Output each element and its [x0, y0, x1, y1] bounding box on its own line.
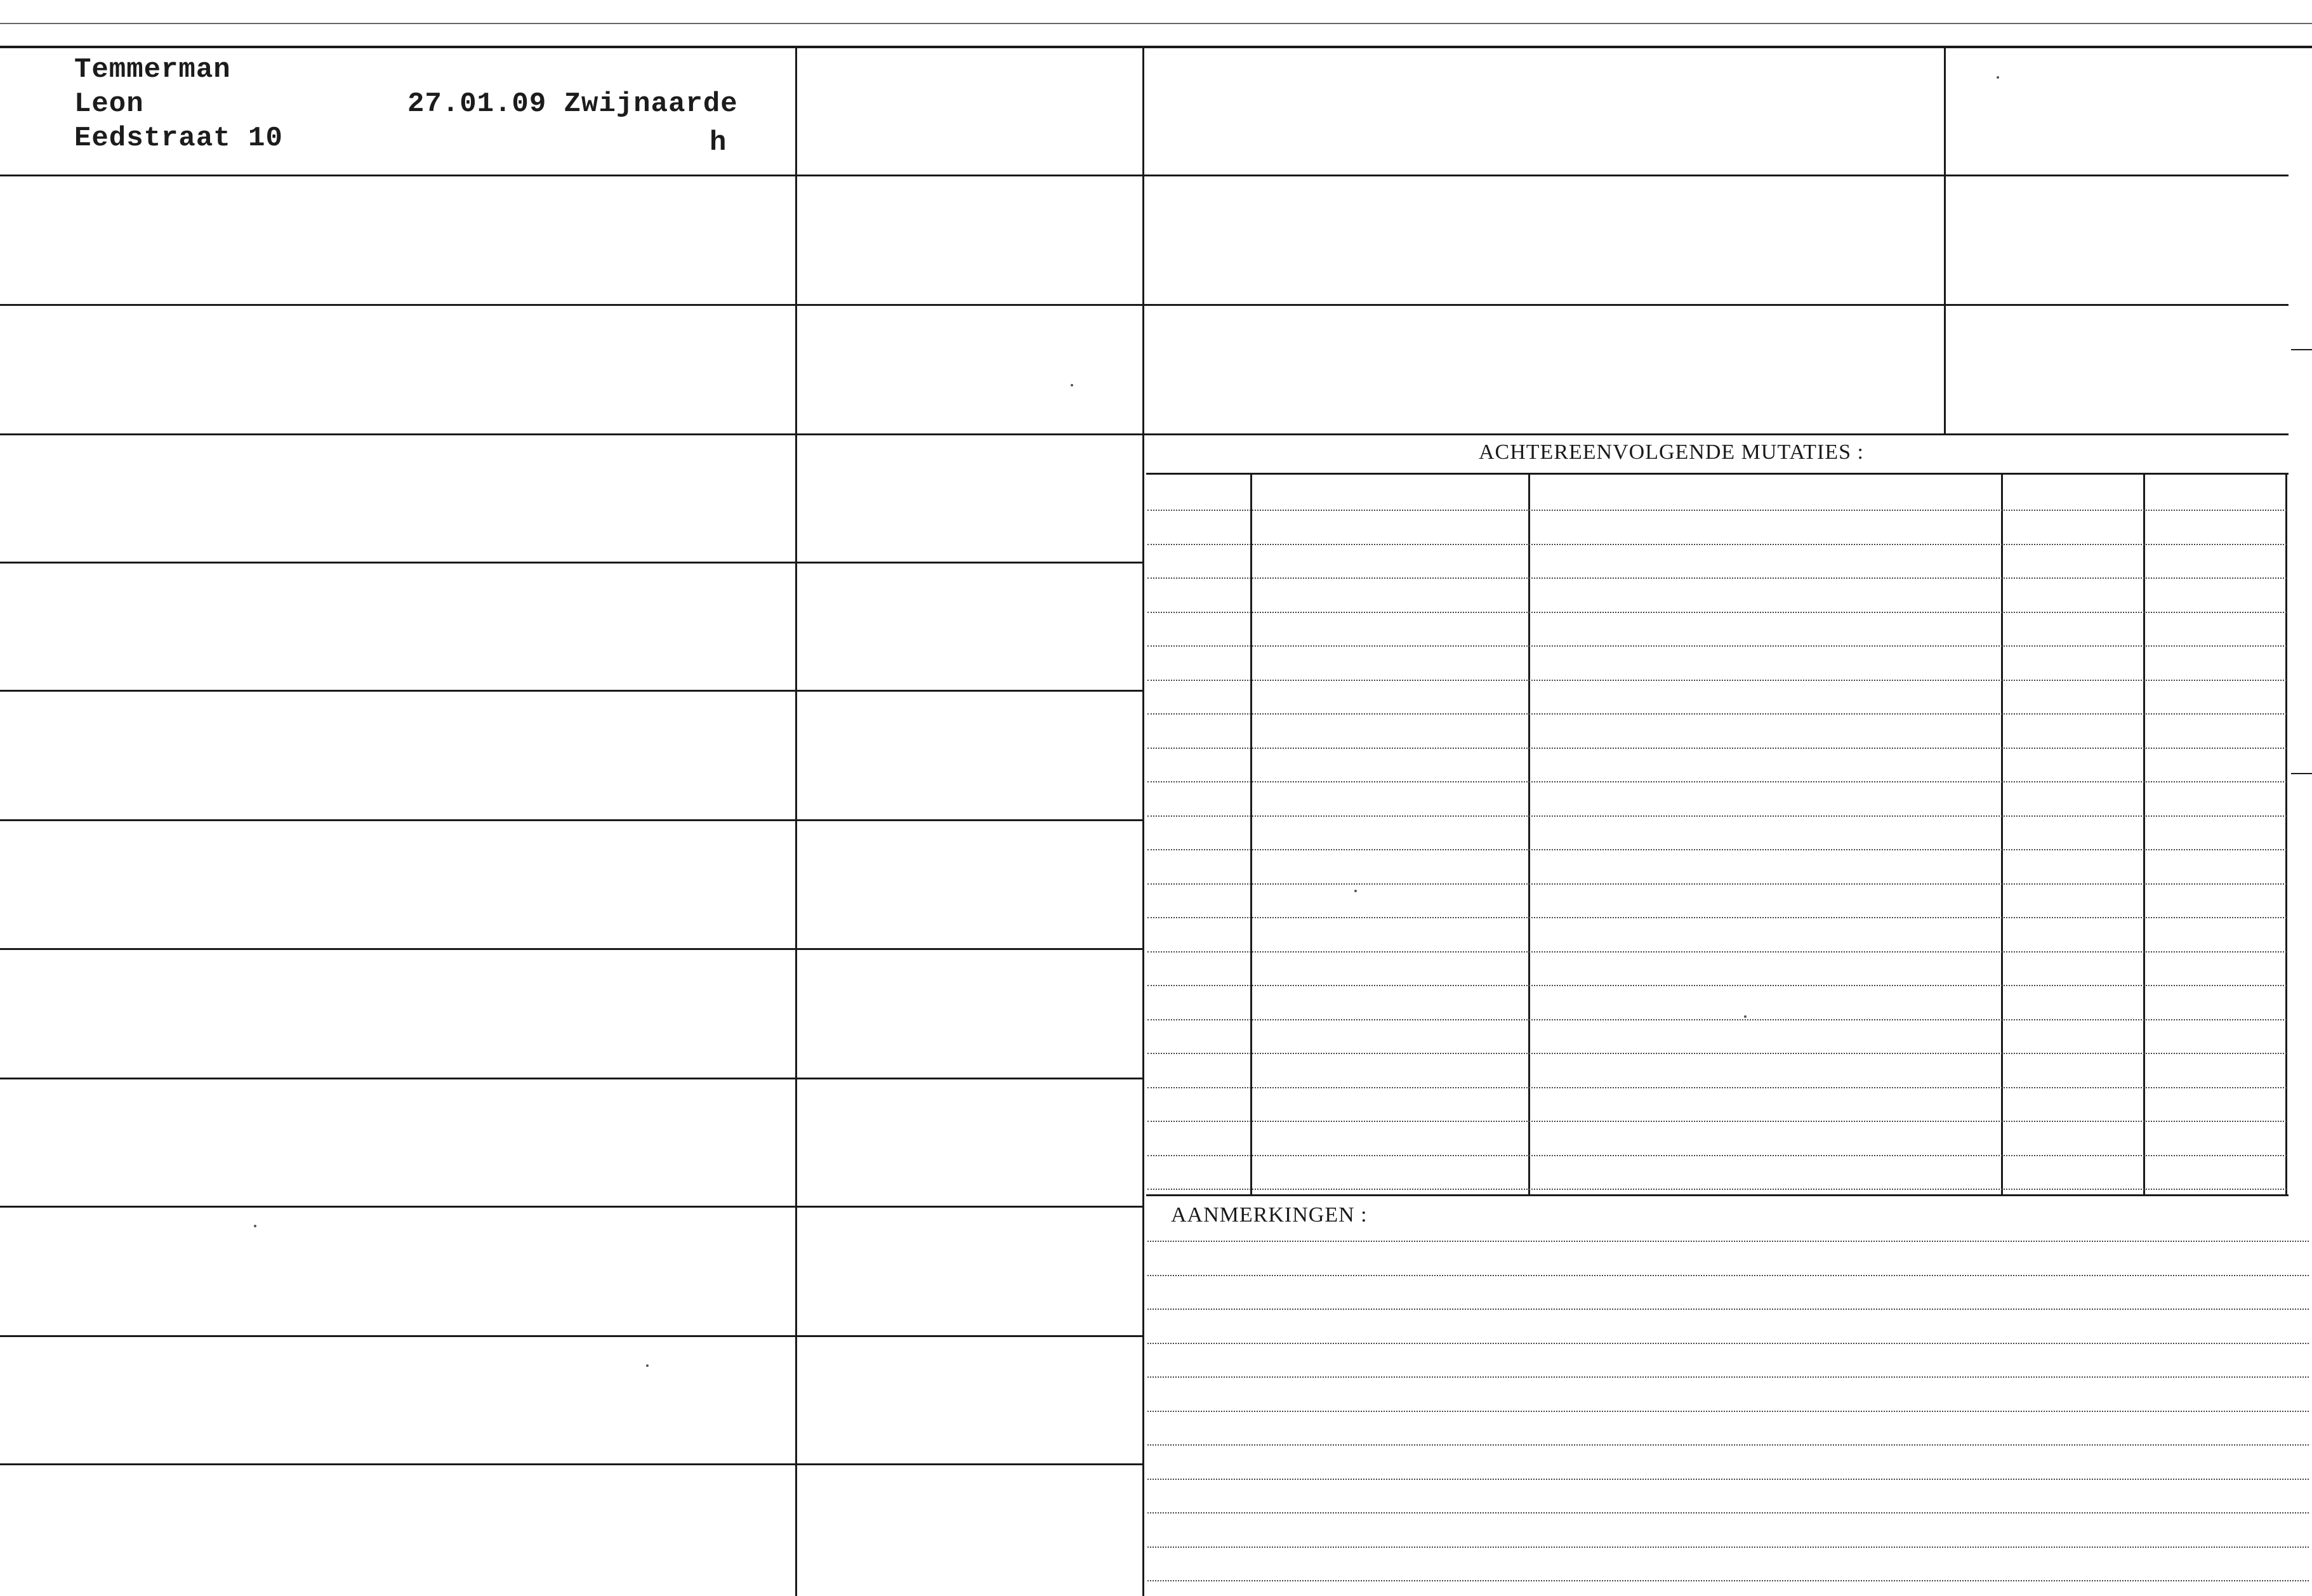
mutation-rule	[1147, 510, 2287, 511]
row-line	[0, 948, 1142, 950]
row-line	[0, 690, 1142, 692]
mutation-rule	[1147, 748, 2287, 749]
mutation-rule	[1147, 645, 2287, 647]
scan-speck	[254, 1225, 256, 1227]
remark-rule	[1147, 1343, 2309, 1344]
scan-speck	[646, 1364, 649, 1367]
row-line	[0, 819, 1142, 821]
remark-rule	[1147, 1444, 2309, 1446]
remarks-header: AANMERKINGEN :	[1171, 1203, 1368, 1227]
remark-rule	[1147, 1512, 2309, 1514]
remark-rule	[1147, 1580, 2309, 1581]
mutation-rule	[1147, 1155, 2287, 1156]
mutation-rule	[1147, 1121, 2287, 1122]
address-text: Eedstraat 10	[74, 122, 283, 154]
scan-speck	[1744, 1015, 1747, 1018]
mutation-rule	[1147, 781, 2287, 782]
mutations-table-bottom	[1146, 1194, 2289, 1196]
scan-speck	[1354, 890, 1357, 892]
mutation-rule	[1147, 680, 2287, 681]
remark-rule	[1147, 1309, 2309, 1310]
top-border	[0, 46, 2312, 48]
mutation-rule	[1147, 1189, 2287, 1190]
first-name-text: Leon	[74, 88, 144, 120]
remark-rule	[1147, 1241, 2309, 1242]
mutation-rule	[1147, 544, 2287, 545]
row-line	[0, 175, 1142, 176]
mutations-header: ACHTEREENVOLGENDE MUTATIES :	[1479, 440, 1864, 464]
mutation-rule	[1147, 849, 2287, 850]
sex-text: h	[710, 127, 727, 159]
mutation-rule	[1147, 1053, 2287, 1054]
row-line	[0, 433, 1142, 435]
right-row-line	[1144, 175, 2289, 176]
birth-date-place-text: 27.01.09 Zwijnaarde	[407, 88, 738, 120]
row-line	[0, 1078, 1142, 1079]
mutation-rule	[1147, 815, 2287, 817]
remark-rule	[1147, 1376, 2309, 1378]
column-divider-1	[795, 48, 797, 1596]
column-divider-3	[1944, 48, 1946, 435]
scan-speck	[1071, 384, 1073, 386]
margin-tick	[2291, 773, 2312, 774]
remark-rule	[1147, 1479, 2309, 1480]
remark-rule	[1147, 1547, 2309, 1548]
margin-tick	[2291, 349, 2312, 350]
mutations-table-top	[1146, 473, 2289, 475]
row-line	[0, 304, 1142, 306]
mutation-rule	[1147, 1087, 2287, 1088]
mutation-rule	[1147, 612, 2287, 613]
mutation-rule	[1147, 917, 2287, 918]
mutation-rule	[1147, 1019, 2287, 1020]
right-row-line	[1144, 433, 2289, 435]
remark-rule	[1147, 1275, 2309, 1276]
scan-speck	[1997, 76, 1999, 79]
row-line	[0, 1206, 1142, 1208]
right-row-line	[1144, 304, 2289, 306]
mutation-rule	[1147, 883, 2287, 885]
row-line	[0, 1335, 1142, 1337]
mutation-rule	[1147, 951, 2287, 953]
top-edge-line	[0, 23, 2312, 24]
surname-text: Temmerman	[74, 54, 231, 86]
remark-rule	[1147, 1411, 2309, 1412]
mutation-rule	[1147, 985, 2287, 986]
row-line	[0, 1463, 1142, 1465]
mutation-rule	[1147, 577, 2287, 579]
row-line	[0, 562, 1142, 564]
column-divider-2	[1142, 48, 1144, 1596]
mutation-rule	[1147, 713, 2287, 715]
